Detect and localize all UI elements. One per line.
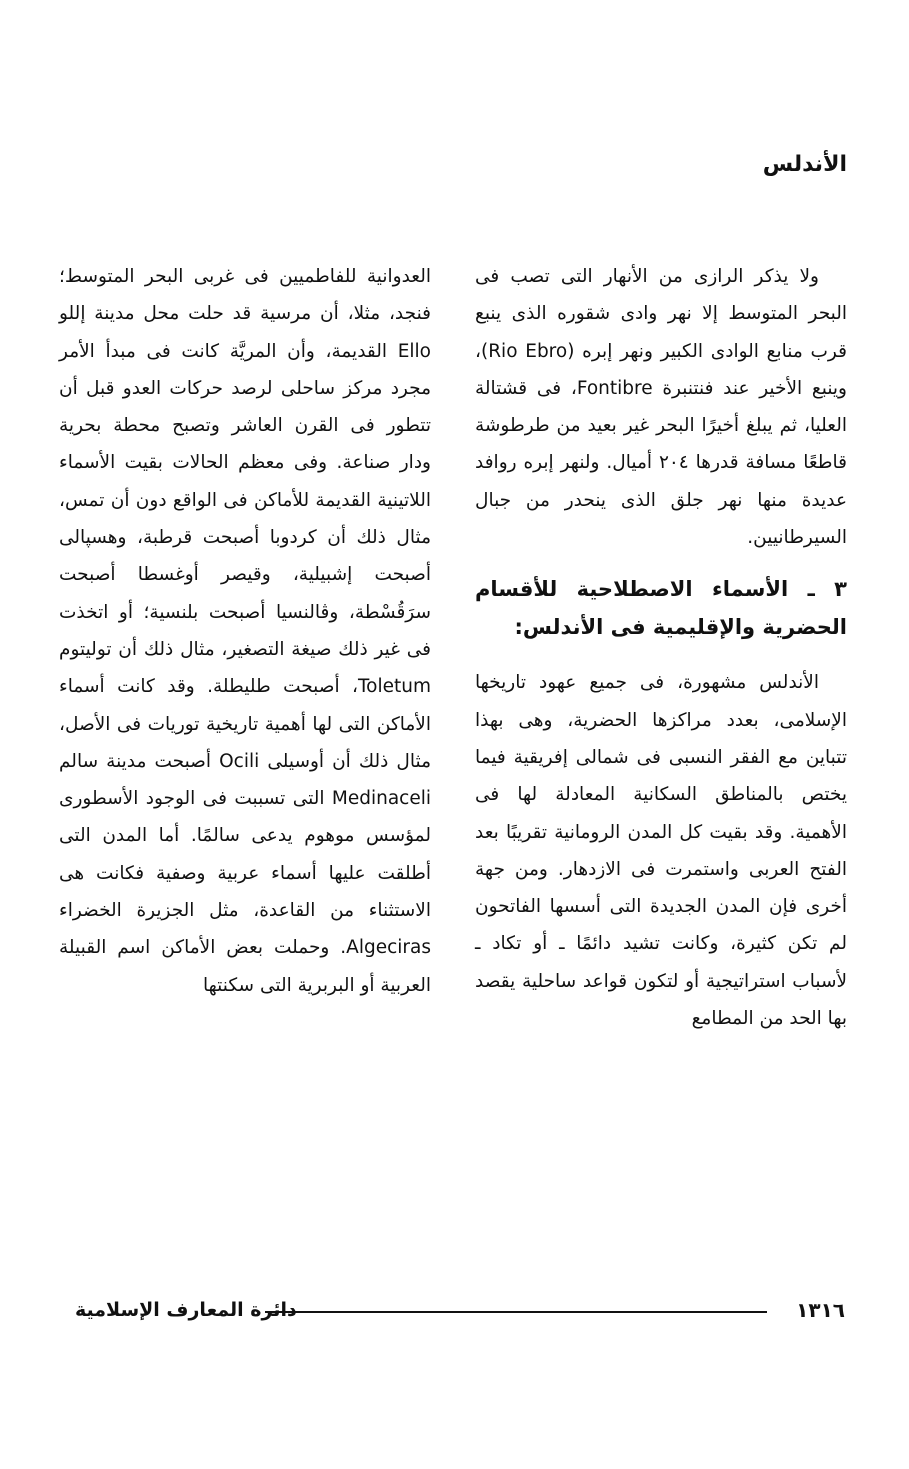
left-column-paragraph-1: العدوانية للفاطميين فى غربى البحر المتوسط؛ فنجد، مثلا، أن مرسية قد حلت محل مدينة إللو Ello القديمة، وأن المريَّة كانت فى مبدأ الأمر مجرد مركز ساحلى لرصد حركات العدو قبل أن تتطور فى القرن العاشر وتصبح محطة بحرية ودار صناعة. وفى معظم الحالات بقيت الأسماء اللاتينية القديمة للأماكن فى الواقع دون أن تمس، مثال ذلك أن كردوبا أصبحت قرطبة، وهسپالى أصبحت إشبيلية، وقيصر أوغسطا أصبحت سرَقُسْطة، وڤالنسيا أصبحت بلنسية؛ أو اتخذت فى غير ذلك صيغة التصغير، مثال ذلك أن توليتوم Toletum، أصبحت طليطلة. وقد كانت أسماء الأماكن التى لها أهمية تاريخية توريات فى الأصل، مثال ذلك أن أوسيلى Ocili أصبحت مدينة سالم Medinaceli التى تسببت فى الوجود الأسطورى لمؤسس موهوم يدعى سالمًا. أما المدن التى أطلقت عليها أسماء عربية وصفية فكانت هى الاستثناء من القاعدة، مثل الجزيرة الخضراء Algeciras. وحملت بعض الأماكن اسم القبيلة العربية أو البربرية التى سكنتها: [59, 266, 431, 996]
right-column-paragraph-2: الأندلس مشهورة، فى جميع عهود تاريخها الإسلامى، بعدد مراكزها الحضرية، وهى بهذا تتباين مع الفقر النسبى فى شمالى إفريقية فيما يختص بالمناطق السكانية المعادلة لها فى الأهمية. وقد بقيت كل المدن الرومانية تقريبًا بعد الفتح العربى واستمرت فى الازدهار. ومن جهة أخرى فإن المدن الجديدة التى أسسها الفاتحون لم تكن كثيرة، وكانت تشيد دائمًا ـ أو تكاد ـ لأسباب استراتيجية أو لتكون قواعد ساحلية يقصد بها الحد من المطامع: [475, 672, 847, 1030]
running-head-title: الأندلس: [762, 152, 847, 177]
right-column: [475, 258, 847, 1037]
publication-name: دائرة المعارف الإسلامية: [75, 1299, 297, 1321]
footer-rule: [265, 1311, 767, 1313]
left-column: [59, 258, 431, 1004]
section-heading: [475, 570, 847, 646]
section-title: الأسماء الاصطلاحية للأقسام الحضرية والإقليمية فى الأندلس:: [475, 577, 847, 640]
right-column-paragraph-1: ولا يذكر الرازى من الأنهار التى تصب فى البحر المتوسط إلا نهر وادى شقوره الذى ينبع قرب منابع الوادى الكبير ونهر إبره (Rio Ebro)، وينبع الأخير عند فنتنبرة Fontibre، فى قشتالة العليا، ثم يبلغ أخيرًا البحر غير بعيد من طرطوشة قاطعًا مسافة قدرها ٢٠٤ أميال. ولنهر إبره روافد عديدة منها نهر جلق الذى ينحدر من جبال السيرطانيين.: [475, 266, 847, 549]
page-footer: [75, 1295, 845, 1325]
section-number: ٣ ـ: [807, 577, 847, 602]
page-number: ١٣١٦: [796, 1298, 845, 1322]
